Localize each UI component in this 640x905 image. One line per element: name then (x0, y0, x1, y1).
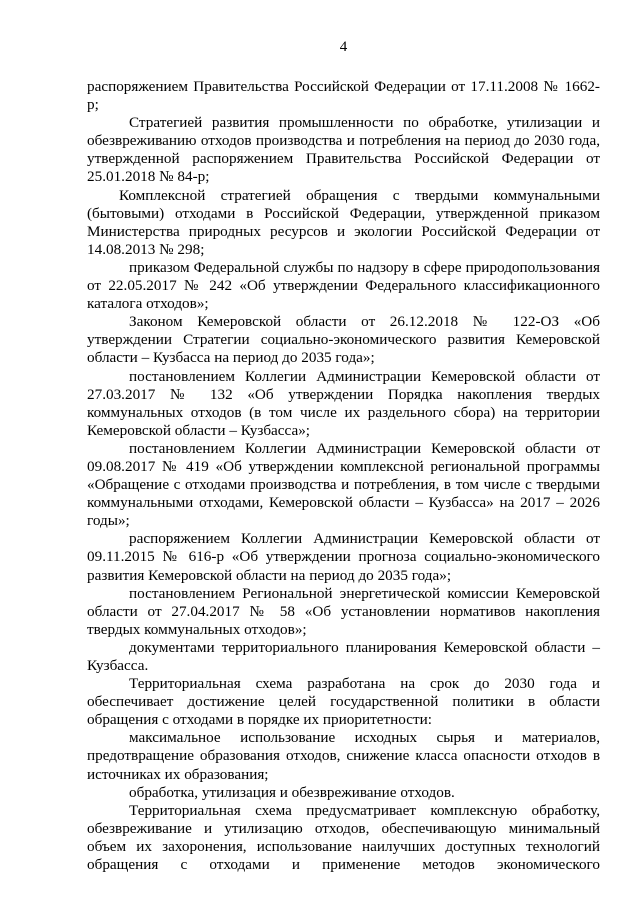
paragraph-priority-1: максимальное использование исходных сырья и материалов, предотвращение образования отходов, снижение класса опасности отходов в источниках их образования; (87, 729, 600, 783)
paragraph-priority-2: обработка, утилизация и обезвреживание отходов. (129, 783, 455, 801)
paragraph-resolution-132: постановлением Коллегии Администрации Кемеровской области от 27.03.2017 № 132 «Об утверждении Порядка накопления твердых коммунальных отходов (в том числе их раздельного сбора) на территории Кемеровской области – Кузбасса»; (87, 367, 600, 439)
paragraph-complex-strategy: Комплексной стратегией обращения с твердыми коммунальными (бытовыми) отходами в Российской Федерации, утвержденной приказом Министерства природных ресурсов и экологии Российской Федерации от 14.08.2013 № 298; (87, 186, 600, 258)
paragraph-scheme-term: Территориальная схема разработана на срок до 2030 года и обеспечивает достижение целей государственной политики в области обращения с отходами в порядке их приоритетности: (87, 675, 600, 729)
paragraph-scheme-provides: Территориальная схема предусматривает комплексную обработку, обезвреживание и утилизацию отходов, обеспечивающую минимальный объем их захоронения, использование наилучших доступных технологий обращения с отходами и применение методов экономического (87, 801, 600, 874)
paragraph-order-616: распоряжением Коллегии Администрации Кемеровской области от 09.11.2015 № 616-р «Об утверждении прогноза социально-экономического развития Кемеровской области на период до 2035 года»; (87, 530, 600, 584)
paragraph-industry-strategy: Стратегией развития промышленности по обработке, утилизации и обезвреживанию отходов производства и потребления на период до 2030 года, утвержденной распоряжением Правительства Российской Федерации от 25.01.2018 № 84-р; (87, 114, 600, 186)
document-body (87, 78, 600, 874)
paragraph-resolution-419: постановлением Коллегии Администрации Кемеровской области от 09.08.2017 № 419 «Об утверждении комплексной региональной программы «Обращение с отходами производства и потребления, в том числе с твердыми коммунальными отходами, Кемеровской области – Кузбасса» на 2017 – 2026 годы»; (87, 439, 600, 530)
paragraph-territorial-planning: документами территориального планирования Кемеровской области – Кузбасса. (87, 638, 600, 674)
page-number: 4 (339, 39, 348, 55)
paragraph-government-order-2008: распоряжением Правительства Российской Федерации от 17.11.2008 № 1662-р; (87, 78, 600, 114)
paragraph-kemerovo-law: Законом Кемеровской области от 26.12.2018 № 122-ОЗ «Об утверждении Стратегии социально-экономического развития Кемеровской области – Кузбасса на период до 2035 года»; (87, 313, 600, 367)
paragraph-federal-service-order: приказом Федеральной службы по надзору в сфере природопользования от 22.05.2017 № 242 «Об утверждении Федерального классификационного каталога отходов»; (87, 258, 600, 313)
paragraph-energy-commission: постановлением Региональной энергетической комиссии Кемеровской области от 27.04.2017 № 58 «Об установлении нормативов накопления твердых коммунальных отходов»; (87, 584, 600, 638)
